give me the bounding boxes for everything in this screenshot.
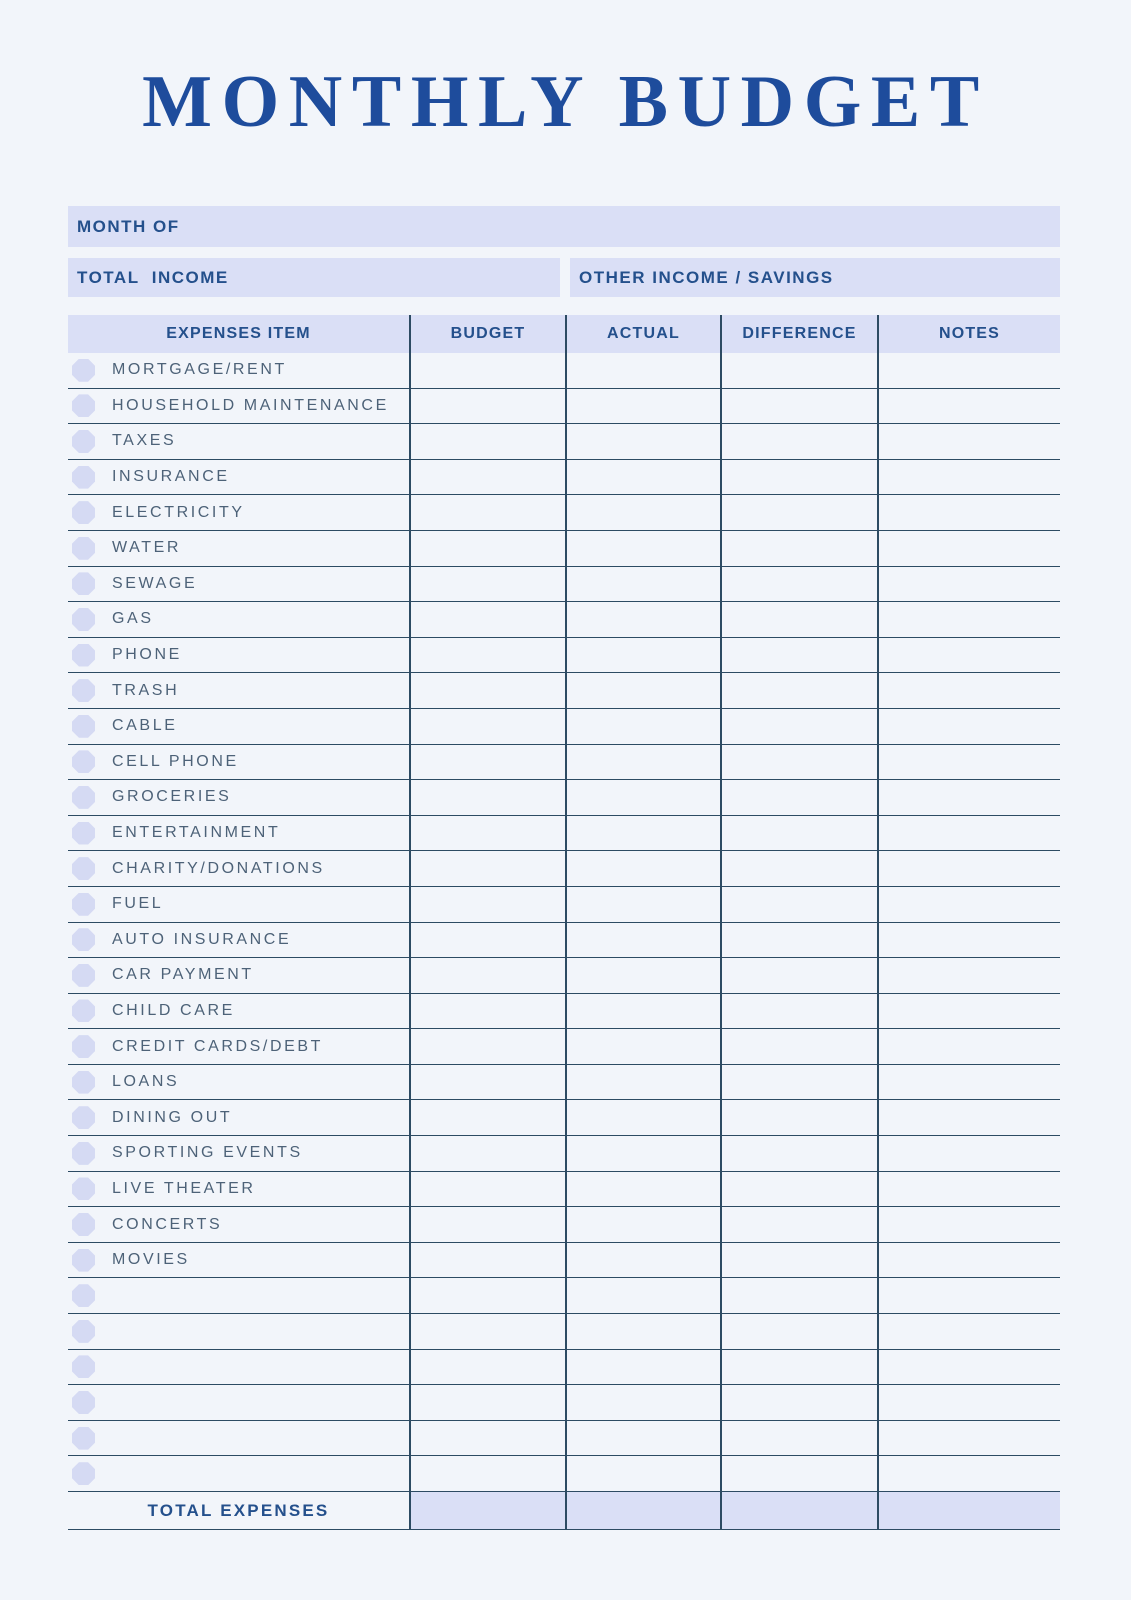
bullet-icon	[72, 1213, 95, 1236]
difference-cell[interactable]	[720, 353, 877, 388]
bullet-icon	[72, 715, 95, 738]
budget-cell[interactable]	[409, 1136, 565, 1171]
bullet-icon	[72, 928, 95, 951]
expense-item-label: TAXES	[112, 432, 177, 450]
notes-cell[interactable]	[877, 1456, 1060, 1491]
notes-cell[interactable]	[877, 1172, 1060, 1207]
expense-item-label: SPORTING EVENTS	[112, 1144, 303, 1162]
actual-cell[interactable]	[565, 1278, 720, 1313]
actual-cell[interactable]	[565, 1136, 720, 1171]
budget-cell[interactable]	[409, 1385, 565, 1420]
bullet-icon	[72, 786, 95, 809]
budget-cell[interactable]	[409, 673, 565, 708]
actual-cell[interactable]	[565, 1385, 720, 1420]
difference-cell[interactable]	[720, 1100, 877, 1135]
budget-cell[interactable]	[409, 994, 565, 1029]
expense-item-label: SEWAGE	[112, 574, 198, 592]
table-row	[68, 495, 1060, 531]
expense-item-input[interactable]	[68, 1350, 409, 1385]
table-row	[68, 887, 1060, 923]
budget-cell[interactable]	[409, 389, 565, 424]
notes-cell[interactable]	[877, 1278, 1060, 1313]
difference-cell[interactable]	[720, 567, 877, 602]
actual-cell[interactable]	[565, 1456, 720, 1491]
table-row	[68, 531, 1060, 567]
bullet-icon	[72, 1106, 95, 1129]
expense-item-label: PHONE	[112, 646, 182, 664]
notes-cell[interactable]	[877, 745, 1060, 780]
expense-item-label: WATER	[112, 539, 181, 557]
table-header-row	[68, 315, 1060, 353]
expense-item-input[interactable]	[68, 1421, 409, 1456]
budget-cell[interactable]	[409, 602, 565, 637]
budget-cell[interactable]	[409, 1314, 565, 1349]
notes-cell[interactable]	[877, 460, 1060, 495]
bullet-icon	[72, 1035, 95, 1058]
notes-cell[interactable]	[877, 958, 1060, 993]
table-row	[68, 673, 1060, 709]
expense-item-label: CREDIT CARDS/DEBT	[112, 1037, 324, 1055]
bullet-icon	[72, 1177, 95, 1200]
table-row	[68, 1278, 1060, 1314]
difference-cell[interactable]	[720, 1207, 877, 1242]
actual-cell[interactable]	[565, 495, 720, 530]
expense-item-cell	[68, 1243, 409, 1278]
actual-cell[interactable]	[565, 353, 720, 388]
expense-item-label: TRASH	[112, 681, 180, 699]
difference-cell[interactable]	[720, 602, 877, 637]
budget-cell[interactable]	[409, 745, 565, 780]
table-row	[68, 709, 1060, 745]
expense-item-label: GROCERIES	[112, 788, 232, 806]
budget-cell[interactable]	[409, 567, 565, 602]
notes-cell[interactable]	[877, 851, 1060, 886]
actual-cell[interactable]	[565, 567, 720, 602]
difference-cell[interactable]	[720, 1065, 877, 1100]
bullet-icon	[72, 466, 95, 489]
difference-cell[interactable]	[720, 1136, 877, 1171]
bullet-icon	[72, 893, 95, 916]
actual-cell[interactable]	[565, 1065, 720, 1100]
budget-cell[interactable]	[409, 460, 565, 495]
budget-cell[interactable]	[409, 923, 565, 958]
total-income-label: TOTAL INCOME	[77, 267, 229, 287]
budget-cell[interactable]	[409, 1350, 565, 1385]
table-row	[68, 1172, 1060, 1208]
budget-cell[interactable]	[409, 1207, 565, 1242]
budget-cell[interactable]	[409, 851, 565, 886]
notes-cell[interactable]	[877, 1029, 1060, 1064]
bullet-icon	[72, 394, 95, 417]
header-actual: ACTUAL	[565, 315, 720, 353]
expense-item-cell	[68, 424, 409, 459]
difference-cell[interactable]	[720, 1456, 877, 1491]
bullet-icon	[72, 1142, 95, 1165]
difference-cell[interactable]	[720, 887, 877, 922]
expense-item-cell	[68, 602, 409, 637]
bullet-icon	[72, 679, 95, 702]
expense-item-cell	[68, 531, 409, 566]
expense-item-label: HOUSEHOLD MAINTENANCE	[112, 396, 389, 414]
bullet-icon	[72, 822, 95, 845]
expense-item-input[interactable]	[68, 1456, 409, 1491]
difference-cell[interactable]	[720, 424, 877, 459]
expense-item-cell	[68, 958, 409, 993]
expense-item-label: CELL PHONE	[112, 752, 239, 770]
actual-cell[interactable]	[565, 460, 720, 495]
actual-cell[interactable]	[565, 709, 720, 744]
expense-item-cell	[68, 1029, 409, 1064]
budget-cell[interactable]	[409, 531, 565, 566]
total-expenses-label: TOTAL EXPENSES	[147, 1500, 330, 1520]
difference-cell[interactable]	[720, 673, 877, 708]
notes-cell[interactable]	[877, 389, 1060, 424]
table-row	[68, 424, 1060, 460]
difference-cell[interactable]	[720, 994, 877, 1029]
actual-cell[interactable]	[565, 424, 720, 459]
expense-item-cell	[68, 1100, 409, 1135]
actual-cell[interactable]	[565, 1421, 720, 1456]
bullet-icon	[72, 608, 95, 631]
table-row	[68, 1100, 1060, 1136]
expense-item-cell	[68, 887, 409, 922]
expense-item-label: CONCERTS	[112, 1215, 223, 1233]
actual-cell[interactable]	[565, 1243, 720, 1278]
actual-cell[interactable]	[565, 887, 720, 922]
header-difference: DIFFERENCE	[720, 315, 877, 353]
month-of-field[interactable]	[68, 206, 1060, 247]
budget-cell[interactable]	[409, 1278, 565, 1313]
budget-cell[interactable]	[409, 1456, 565, 1491]
table-row	[68, 602, 1060, 638]
expense-item-label: LIVE THEATER	[112, 1179, 256, 1197]
table-row	[68, 780, 1060, 816]
difference-cell[interactable]	[720, 709, 877, 744]
table-row	[68, 1207, 1060, 1243]
bullet-icon	[72, 359, 95, 382]
notes-cell[interactable]	[877, 1421, 1060, 1456]
difference-cell[interactable]	[720, 531, 877, 566]
difference-cell[interactable]	[720, 1385, 877, 1420]
difference-cell[interactable]	[720, 1172, 877, 1207]
budget-cell[interactable]	[409, 709, 565, 744]
table-row	[68, 1029, 1060, 1065]
actual-cell[interactable]	[565, 673, 720, 708]
notes-cell[interactable]	[877, 1136, 1060, 1171]
difference-cell[interactable]	[720, 816, 877, 851]
expense-item-input[interactable]	[68, 1314, 409, 1349]
other-income-savings-label: OTHER INCOME / SAVINGS	[579, 267, 834, 287]
expense-item-label: ENTERTAINMENT	[112, 824, 281, 842]
actual-cell[interactable]	[565, 745, 720, 780]
other-income-savings-field[interactable]	[570, 258, 1060, 297]
expenses-table	[68, 315, 1060, 1530]
actual-cell[interactable]	[565, 602, 720, 637]
actual-cell[interactable]	[565, 994, 720, 1029]
expense-item-label: MOVIES	[112, 1251, 190, 1269]
expense-item-label: GAS	[112, 610, 154, 628]
expense-item-cell	[68, 745, 409, 780]
bullet-icon	[72, 1427, 95, 1450]
budget-cell[interactable]	[409, 958, 565, 993]
bullet-icon	[72, 430, 95, 453]
bullet-icon	[72, 1284, 95, 1307]
table-row	[68, 638, 1060, 674]
table-row	[68, 1314, 1060, 1350]
expense-item-input[interactable]	[68, 1385, 409, 1420]
expense-item-cell	[68, 709, 409, 744]
actual-cell[interactable]	[565, 923, 720, 958]
notes-cell[interactable]	[877, 424, 1060, 459]
expense-item-label: CHARITY/DONATIONS	[112, 859, 325, 877]
budget-cell[interactable]	[409, 816, 565, 851]
table-row	[68, 389, 1060, 425]
budget-cell[interactable]	[409, 1065, 565, 1100]
difference-cell[interactable]	[720, 638, 877, 673]
header-budget: BUDGET	[409, 315, 565, 353]
budget-cell[interactable]	[409, 495, 565, 530]
expense-item-cell	[68, 851, 409, 886]
budget-cell[interactable]	[409, 1243, 565, 1278]
expense-item-cell	[68, 1172, 409, 1207]
actual-cell[interactable]	[565, 780, 720, 815]
table-row	[68, 1243, 1060, 1279]
table-row	[68, 994, 1060, 1030]
difference-cell[interactable]	[720, 1421, 877, 1456]
expense-item-label: CABLE	[112, 717, 178, 735]
actual-cell[interactable]	[565, 1100, 720, 1135]
notes-cell[interactable]	[877, 495, 1060, 530]
expense-item-cell	[68, 816, 409, 851]
expense-item-cell	[68, 1207, 409, 1242]
difference-cell[interactable]	[720, 1243, 877, 1278]
table-row	[68, 1350, 1060, 1386]
bullet-icon	[72, 1462, 95, 1485]
actual-cell[interactable]	[565, 389, 720, 424]
expense-item-cell	[68, 495, 409, 530]
bullet-icon	[72, 644, 95, 667]
budget-cell[interactable]	[409, 638, 565, 673]
difference-cell[interactable]	[720, 1029, 877, 1064]
actual-cell[interactable]	[565, 816, 720, 851]
expense-item-cell	[68, 923, 409, 958]
notes-cell[interactable]	[877, 1314, 1060, 1349]
difference-cell[interactable]	[720, 1314, 877, 1349]
bullet-icon	[72, 999, 95, 1022]
expense-item-label: MORTGAGE/RENT	[112, 361, 287, 379]
budget-cell[interactable]	[409, 1100, 565, 1135]
notes-cell[interactable]	[877, 602, 1060, 637]
actual-cell[interactable]	[565, 1314, 720, 1349]
notes-cell[interactable]	[877, 709, 1060, 744]
table-row	[68, 1421, 1060, 1457]
budget-cell[interactable]	[409, 1172, 565, 1207]
table-row	[68, 353, 1060, 389]
expense-item-label: CHILD CARE	[112, 1001, 235, 1019]
month-of-label: MONTH OF	[77, 216, 180, 236]
notes-cell[interactable]	[877, 1100, 1060, 1135]
actual-cell[interactable]	[565, 1029, 720, 1064]
header-notes: NOTES	[877, 315, 1060, 353]
notes-cell[interactable]	[877, 816, 1060, 851]
expense-item-label: CAR PAYMENT	[112, 966, 254, 984]
expense-item-cell	[68, 567, 409, 602]
expense-item-cell	[68, 389, 409, 424]
expense-item-cell	[68, 673, 409, 708]
difference-cell[interactable]	[720, 745, 877, 780]
table-row	[68, 1065, 1060, 1101]
notes-cell[interactable]	[877, 994, 1060, 1029]
table-body	[68, 353, 1060, 1492]
notes-cell[interactable]	[877, 1207, 1060, 1242]
expense-item-cell	[68, 460, 409, 495]
expense-item-label: LOANS	[112, 1073, 180, 1091]
bullet-icon	[72, 1071, 95, 1094]
table-row	[68, 460, 1060, 496]
notes-cell[interactable]	[877, 638, 1060, 673]
notes-cell[interactable]	[877, 353, 1060, 388]
difference-cell[interactable]	[720, 780, 877, 815]
table-row	[68, 567, 1060, 603]
actual-cell[interactable]	[565, 958, 720, 993]
total-actual-cell[interactable]	[565, 1492, 720, 1529]
expense-item-label: FUEL	[112, 895, 164, 913]
expense-item-cell	[68, 638, 409, 673]
actual-cell[interactable]	[565, 1172, 720, 1207]
expense-item-label: AUTO INSURANCE	[112, 930, 292, 948]
table-row	[68, 1136, 1060, 1172]
budget-cell[interactable]	[409, 780, 565, 815]
difference-cell[interactable]	[720, 958, 877, 993]
difference-cell[interactable]	[720, 460, 877, 495]
bullet-icon	[72, 1355, 95, 1378]
expense-item-input[interactable]	[68, 1278, 409, 1313]
page-title: MONTHLY BUDGET	[142, 61, 989, 143]
notes-cell[interactable]	[877, 923, 1060, 958]
notes-cell[interactable]	[877, 673, 1060, 708]
bullet-icon	[72, 857, 95, 880]
difference-cell[interactable]	[720, 1278, 877, 1313]
total-notes-cell[interactable]	[877, 1492, 1060, 1529]
notes-cell[interactable]	[877, 780, 1060, 815]
difference-cell[interactable]	[720, 1350, 877, 1385]
difference-cell[interactable]	[720, 923, 877, 958]
table-row	[68, 851, 1060, 887]
expense-item-label: INSURANCE	[112, 468, 230, 486]
notes-cell[interactable]	[877, 1065, 1060, 1100]
total-income-field[interactable]	[68, 258, 560, 297]
expense-item-cell	[68, 1065, 409, 1100]
notes-cell[interactable]	[877, 1385, 1060, 1420]
expense-item-label: DINING OUT	[112, 1108, 233, 1126]
bullet-icon	[72, 501, 95, 524]
table-row	[68, 1456, 1060, 1492]
table-row	[68, 816, 1060, 852]
table-row	[68, 745, 1060, 781]
notes-cell[interactable]	[877, 567, 1060, 602]
expense-item-cell	[68, 994, 409, 1029]
budget-cell[interactable]	[409, 353, 565, 388]
bullet-icon	[72, 572, 95, 595]
total-expenses-row	[68, 1492, 1060, 1530]
expense-item-cell	[68, 353, 409, 388]
notes-cell[interactable]	[877, 531, 1060, 566]
table-row	[68, 923, 1060, 959]
budget-cell[interactable]	[409, 1421, 565, 1456]
difference-cell[interactable]	[720, 851, 877, 886]
bullet-icon	[72, 537, 95, 560]
actual-cell[interactable]	[565, 638, 720, 673]
total-budget-cell[interactable]	[409, 1492, 565, 1529]
bullet-icon	[72, 750, 95, 773]
expense-item-cell	[68, 780, 409, 815]
budget-cell[interactable]	[409, 424, 565, 459]
bullet-icon	[72, 1249, 95, 1272]
table-row	[68, 958, 1060, 994]
expense-item-label: ELECTRICITY	[112, 503, 245, 521]
expense-item-cell	[68, 1136, 409, 1171]
actual-cell[interactable]	[565, 1350, 720, 1385]
notes-cell[interactable]	[877, 1350, 1060, 1385]
bullet-icon	[72, 1391, 95, 1414]
budget-cell[interactable]	[409, 887, 565, 922]
notes-cell[interactable]	[877, 887, 1060, 922]
difference-cell[interactable]	[720, 495, 877, 530]
table-row	[68, 1385, 1060, 1421]
bullet-icon	[72, 964, 95, 987]
bullet-icon	[72, 1320, 95, 1343]
budget-cell[interactable]	[409, 1029, 565, 1064]
total-difference-cell[interactable]	[720, 1492, 877, 1529]
actual-cell[interactable]	[565, 851, 720, 886]
notes-cell[interactable]	[877, 1243, 1060, 1278]
header-expenses-item: EXPENSES ITEM	[166, 325, 311, 342]
actual-cell[interactable]	[565, 1207, 720, 1242]
actual-cell[interactable]	[565, 531, 720, 566]
difference-cell[interactable]	[720, 389, 877, 424]
